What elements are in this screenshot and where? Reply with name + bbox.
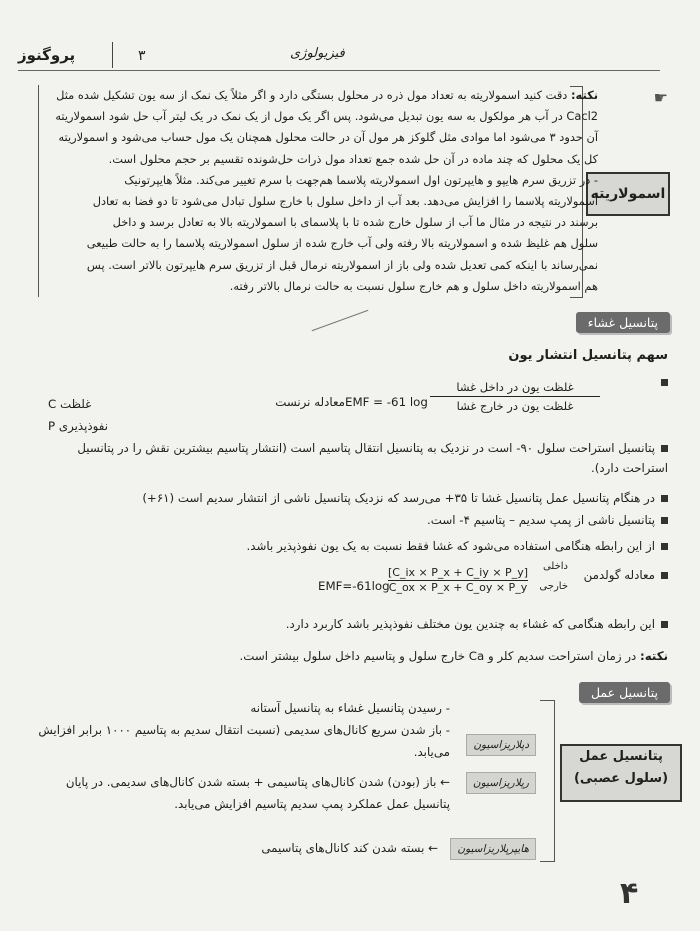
- outside-label: خارجی: [539, 581, 568, 592]
- p-label: نفوذپذیری P: [48, 419, 108, 433]
- osmolarity-label-box: اسمولاریته: [586, 172, 670, 216]
- repol-line-b: پتانسیل عمل عملکرد پمپ سدیم پتاسیم افزایش می‌یابد.: [174, 797, 450, 811]
- hyper-tag: هایپرپلاریزاسیون: [450, 838, 536, 860]
- osmolarity-note: [38, 85, 598, 297]
- goldman-numerator: [C_ix × P_x + C_iy × P_y]: [388, 566, 528, 579]
- note-line: کل یک محلول که چند ماده در آن حل شده جمع تعداد مول ذرات حل‌شونده تقسیم بر حجم محلول است.: [108, 151, 598, 166]
- note-line: - در تزریق سرم هایپو و هایپرتون اول اسمولاریته پلاسما هم‌جهت با سرم تغییر می‌کند. مثلاً هایپرتونیک: [124, 172, 598, 187]
- bullet-continuation: استراحت دارد).: [591, 461, 668, 475]
- bullet-item: پتانسیل ناشی از پمپ سدیم – پتاسیم ۴- است.: [427, 510, 668, 530]
- fraction-numerator: غلظت یون در داخل غشا: [430, 380, 600, 397]
- section-heading: سهم پتانسیل انتشار یون: [508, 348, 668, 363]
- note2: نکته: در زمان استراحت سدیم کلر و Ca خارج سلول و پتاسیم داخل سلول بیشتر است.: [239, 649, 668, 663]
- action-bracket: [540, 700, 555, 862]
- depol-line-a: - رسیدن پتانسیل غشاء به پتانسیل آستانه: [250, 701, 450, 715]
- bullet-item: پتانسیل استراحت سلول ۹۰- است در نزدیک به پتانسیل انتقال پتاسیم است (انتشار پتاسیم بیشترین نقش را در پتانسیل: [40, 438, 668, 458]
- nernst-label: معادله نرنست: [275, 395, 345, 409]
- note-line: هم اسمولاریته داخل سلول و هم خارج سلول نسبت به حالت نرمال بالاتر رفته.: [229, 278, 598, 293]
- action-potential-badge: پتانسیل عمل: [579, 682, 670, 703]
- note-line: Cacl2 در آب هر مولکول به سه یون تبدیل می‌شود. پس اگر یک مول از یک نمک در یک لیتر آب حل شود اسمولاریته: [55, 109, 598, 124]
- goldman-fraction: [388, 566, 528, 594]
- repol-line-a: ← باز (بودن) شدن کانال‌های پتاسیمی + بسته شدن کانال‌های سدیمی. در پایان: [65, 775, 450, 789]
- hyper-line: ← بسته شدن کند کانال‌های پتاسیمی: [261, 841, 438, 855]
- goldman-label: معادله گولدمن: [584, 565, 668, 585]
- pen-mark: [312, 310, 369, 331]
- bullet-item: از این رابطه هنگامی استفاده می‌شود که غشا فقط نسبت به یک یون نفوذپذیر باشد.: [247, 536, 668, 556]
- note-line: نمی‌رساند با اینکه کمی تعدیل شده ولی باز از اسمولاریته نرمال قبل از تزریق سرم هایپرتون بالاتر است. پس: [86, 257, 598, 272]
- membrane-potential-badge: پتانسیل غشاء: [576, 312, 670, 333]
- fraction-denominator: غلظت یون در خارج غشا: [456, 399, 574, 413]
- depol-line-b: - باز شدن سریع کانال‌های سدیمی (نسبت انتقال سدیم به پتاسیم ۱۰۰۰ برابر افزایش: [38, 723, 450, 737]
- note-line: سلول هم غلیظ شده و اسمولاریته بالا رفته ولی آب خارج شده از سلول اسمولاریته پلاسما را به حالت طبیعی: [86, 236, 598, 251]
- bullet-square-icon: [655, 372, 668, 392]
- depol-tag: دپلاریزاسیون: [466, 734, 536, 756]
- depol-line-c: می‌یابد.: [413, 745, 450, 759]
- header-page-number: ۳: [138, 48, 146, 64]
- bullet-item: در هنگام پتانسیل عمل پتانسیل غشا تا ۳۵+ می‌رسد که نزدیک پتانسیل ناشی از انتشار سدیم است (۶۱+): [40, 488, 668, 508]
- hand-pointer-icon: ☛: [653, 88, 668, 107]
- note-line: آن حدود ۳ می‌شود اما موادی مثل گلوکز هر مول آن در حالت محلول همچنان یک مول حساب می‌شود و اسمولاریته: [58, 130, 598, 145]
- note-label: نکته:: [570, 88, 598, 102]
- nernst-fraction: [430, 380, 600, 413]
- header-rule: [18, 70, 660, 71]
- action-potential-box: پتانسیل عمل (سلول عصبی): [560, 744, 682, 802]
- header-separator: [112, 42, 113, 68]
- page-number: ۴: [620, 876, 639, 911]
- repol-tag: رپلاریزاسیون: [466, 772, 536, 794]
- bullet-item: این رابطه هنگامی که غشاء به چندین یون مختلف نفوذپذیر باشد کاربرد دارد.: [286, 614, 668, 634]
- chapter-title: فیزیولوژی: [290, 46, 345, 61]
- brand-title: پروگنوز: [18, 46, 76, 64]
- note-line: نکته: دقت کنید اسمولاریته به تعداد مول ذره در محلول بستگی دارد و اگر مثلاً یک نمک از سه یون تشکیل شده مثل: [56, 88, 598, 102]
- note-line: اسمولاریته پلاسما را افزایش می‌دهد. بعد آب از داخل سلول با خارج سلول تبادل می‌شود تا دو فضا به تعادل: [92, 194, 598, 209]
- goldman-lhs: EMF=-61log: [318, 579, 390, 593]
- inside-label: داخلی: [542, 561, 568, 572]
- goldman-denominator: C_ox × P_x + C_oy × P_y: [388, 581, 528, 594]
- emf-expression: EMF = -61 log: [345, 395, 428, 409]
- c-label: غلظت C: [48, 397, 92, 411]
- note-line: برسند در نتیجه در مثال ما آب از سلول خارج شده تا با پلاسمای با اسمولاریته بالا به تعادل برسد و داخل: [112, 215, 598, 230]
